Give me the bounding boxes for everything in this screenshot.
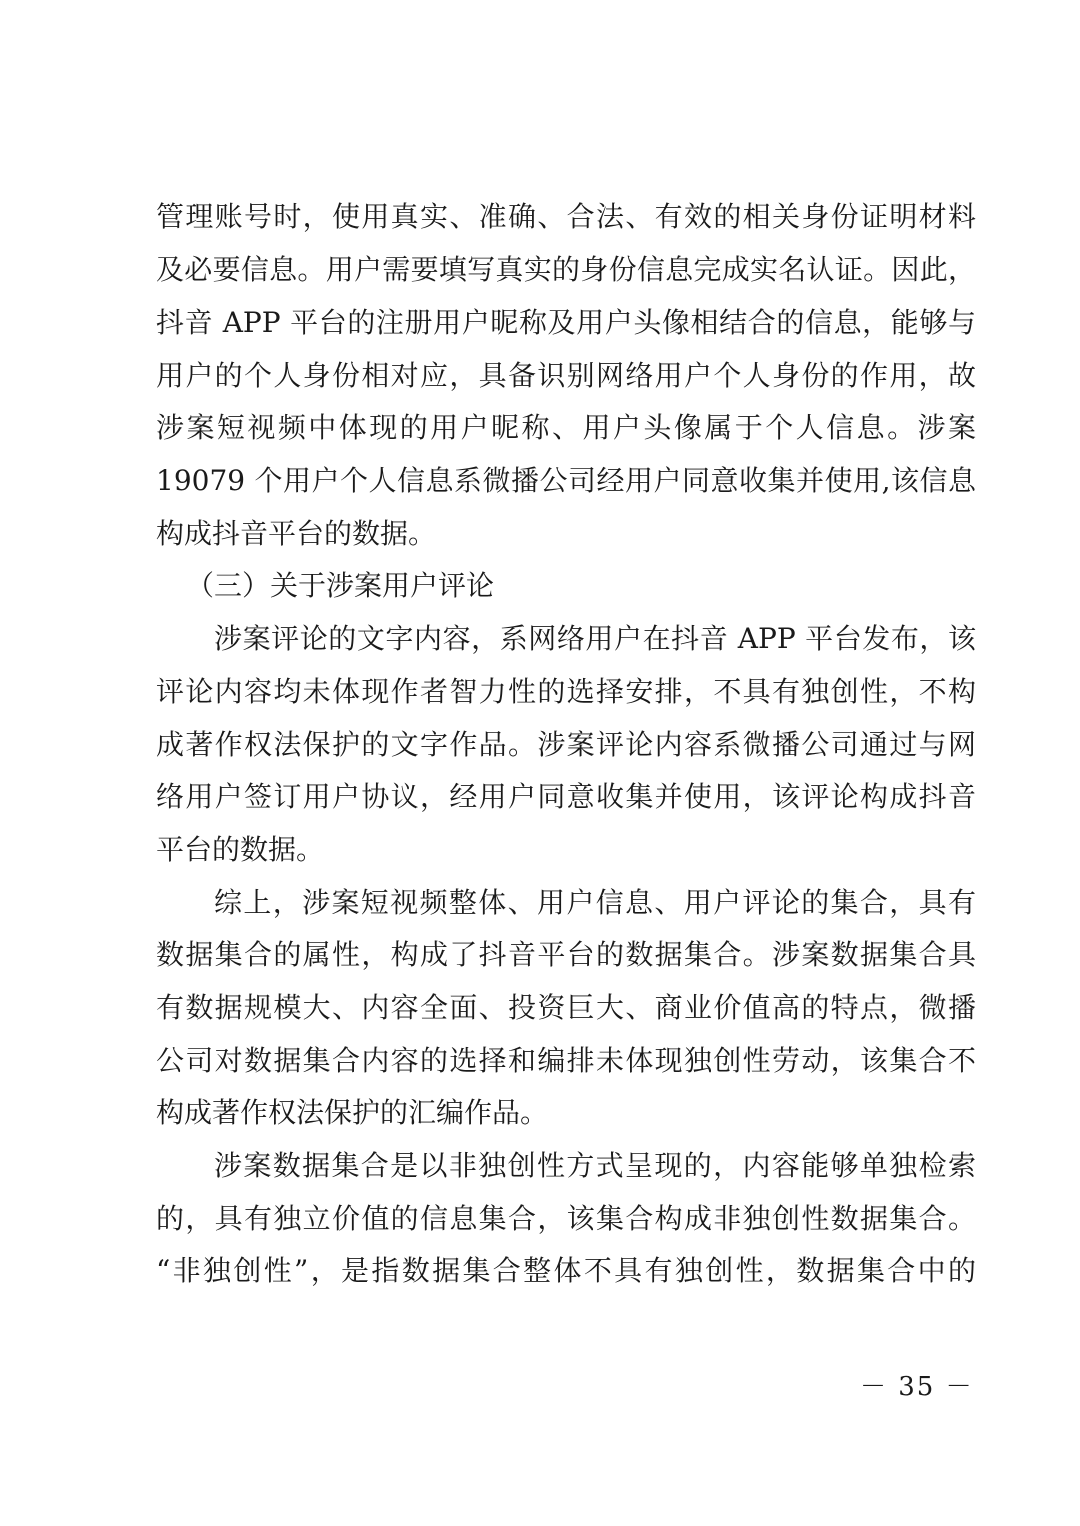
page-number: － 35 － bbox=[860, 1372, 974, 1402]
body-text-line: 用户的个人身份相对应，具备识别网络用户个人身份的作用，故 bbox=[156, 359, 976, 392]
body-text-line: 数据集合的属性，构成了抖音平台的数据集合。涉案数据集合具 bbox=[156, 938, 976, 971]
body-text-line: 抖音 APP 平台的注册用户昵称及用户头像相结合的信息，能够与 bbox=[156, 306, 976, 339]
body-text-line: 涉案短视频中体现的用户昵称、用户头像属于个人信息。涉案 bbox=[156, 411, 976, 444]
body-text-line: 涉案评论的文字内容，系网络用户在抖音 APP 平台发布，该 bbox=[214, 622, 976, 655]
body-text-line: 综上，涉案短视频整体、用户信息、用户评论的集合，具有 bbox=[214, 886, 976, 919]
body-text-line: 的，具有独立价值的信息集合，该集合构成非独创性数据集合。 bbox=[156, 1202, 976, 1235]
body-text-line: 成著作权法保护的文字作品。涉案评论内容系微播公司通过与网 bbox=[156, 728, 976, 761]
body-text-line: 平台的数据。 bbox=[156, 833, 325, 866]
body-text-line: 评论内容均未体现作者智力性的选择安排，不具有独创性，不构 bbox=[156, 675, 976, 708]
body-text-line: 涉案数据集合是以非独创性方式呈现的，内容能够单独检索 bbox=[214, 1149, 976, 1182]
body-text-line: 络用户签订用户协议，经用户同意收集并使用，该评论构成抖音 bbox=[156, 780, 976, 813]
body-text-line: 构成著作权法保护的汇编作品。 bbox=[156, 1096, 549, 1129]
body-text-line: 构成抖音平台的数据。 bbox=[156, 517, 437, 550]
body-text-line: 公司对数据集合内容的选择和编排未体现独创性劳动，该集合不 bbox=[156, 1044, 976, 1077]
body-text-line: “非独创性”，是指数据集合整体不具有独创性，数据集合中的 bbox=[156, 1254, 976, 1287]
body-text-line: 有数据规模大、内容全面、投资巨大、商业价值高的特点，微播 bbox=[156, 991, 976, 1024]
body-text-line: 管理账号时，使用真实、准确、合法、有效的相关身份证明材料 bbox=[156, 200, 976, 233]
section-heading: （三）关于涉案用户评论 bbox=[186, 569, 495, 602]
body-text-line: 19079 个用户个人信息系微播公司经用户同意收集并使用,该信息 bbox=[156, 464, 976, 497]
body-text-line: 及必要信息。用户需要填写真实的身份信息完成实名认证。因此， bbox=[156, 253, 976, 286]
